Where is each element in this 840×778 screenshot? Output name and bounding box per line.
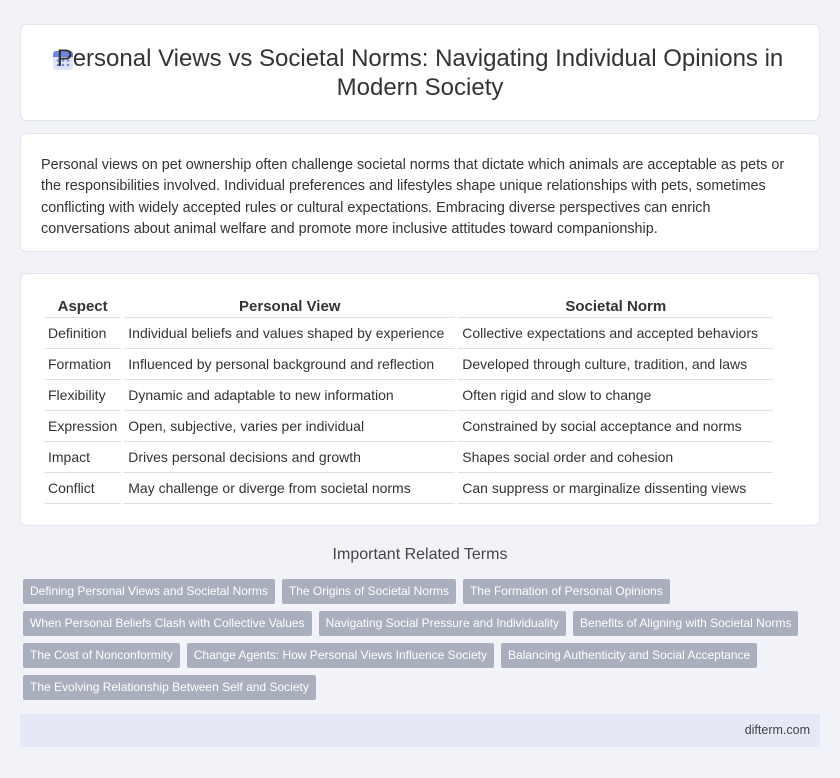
cell-societal-norm: Can suppress or marginalize dissenting views <box>458 473 773 504</box>
related-terms-list <box>23 579 813 707</box>
intro-paragraph: Personal views on pet ownership often challenge societal norms that dictate which animals are acceptable as pets or the responsibilities involved. Individual preferences and lifestyles shape unique relationships with pets, sometimes conflicting with widely accepted rules or cultural expectations. Embracing diverse perspectives can enrich conversations about animal welfare and promote more inclusive attitudes toward companionship. <box>41 157 785 237</box>
cell-personal-view: Open, subjective, varies per individual <box>124 411 455 442</box>
related-term-link[interactable]: Balancing Authenticity and Social Acceptance <box>501 643 757 668</box>
cell-societal-norm: Often rigid and slow to change <box>458 380 773 411</box>
cell-personal-view: May challenge or diverge from societal norms <box>124 473 455 504</box>
cell-societal-norm: Collective expectations and accepted behaviors <box>458 318 773 349</box>
cell-personal-view: Drives personal decisions and growth <box>124 442 455 473</box>
cell-aspect: Impact <box>44 442 121 473</box>
related-term-link[interactable]: The Formation of Personal Opinions <box>463 579 670 604</box>
related-term-link[interactable]: Benefits of Aligning with Societal Norms <box>573 611 798 636</box>
comparison-table <box>41 296 776 504</box>
related-term-link[interactable]: The Origins of Societal Norms <box>282 579 456 604</box>
header-personal-view: Personal View <box>124 296 455 318</box>
header-card <box>20 24 820 121</box>
table-row <box>44 380 773 411</box>
cell-personal-view: Individual beliefs and values shaped by experience <box>124 318 455 349</box>
footer-site-name: difterm.com <box>744 723 810 737</box>
header-aspect: Aspect <box>44 296 121 318</box>
related-term-link[interactable]: Navigating Social Pressure and Individuality <box>319 611 566 636</box>
table-row <box>44 473 773 504</box>
cell-personal-view: Dynamic and adaptable to new information <box>124 380 455 411</box>
header-societal-norm: Societal Norm <box>458 296 773 318</box>
cell-societal-norm: Constrained by social acceptance and norms <box>458 411 773 442</box>
table-row <box>44 349 773 380</box>
table-row <box>44 318 773 349</box>
table-row <box>44 442 773 473</box>
cell-aspect: Expression <box>44 411 121 442</box>
footer <box>20 714 820 747</box>
related-term-link[interactable]: When Personal Beliefs Clash with Collective Values <box>23 611 312 636</box>
related-term-link[interactable]: Defining Personal Views and Societal Norms <box>23 579 275 604</box>
related-term-link[interactable]: The Cost of Nonconformity <box>23 643 180 668</box>
related-term-link[interactable]: The Evolving Relationship Between Self and Society <box>23 675 316 700</box>
related-term-link[interactable]: Change Agents: How Personal Views Influence Society <box>187 643 494 668</box>
cell-aspect: Conflict <box>44 473 121 504</box>
page-title: Personal Views vs Societal Norms: Navigating Individual Opinions in Modern Society <box>56 45 784 101</box>
intro-card <box>20 133 820 252</box>
table-header-row <box>44 296 773 318</box>
cell-aspect: Definition <box>44 318 121 349</box>
related-terms-heading: Important Related Terms <box>332 546 508 563</box>
cell-personal-view: Influenced by personal background and reflection <box>124 349 455 380</box>
cell-aspect: Formation <box>44 349 121 380</box>
cell-aspect: Flexibility <box>44 380 121 411</box>
comparison-table-card <box>20 273 820 526</box>
cell-societal-norm: Developed through culture, tradition, and laws <box>458 349 773 380</box>
cell-societal-norm: Shapes social order and cohesion <box>458 442 773 473</box>
table-row <box>44 411 773 442</box>
